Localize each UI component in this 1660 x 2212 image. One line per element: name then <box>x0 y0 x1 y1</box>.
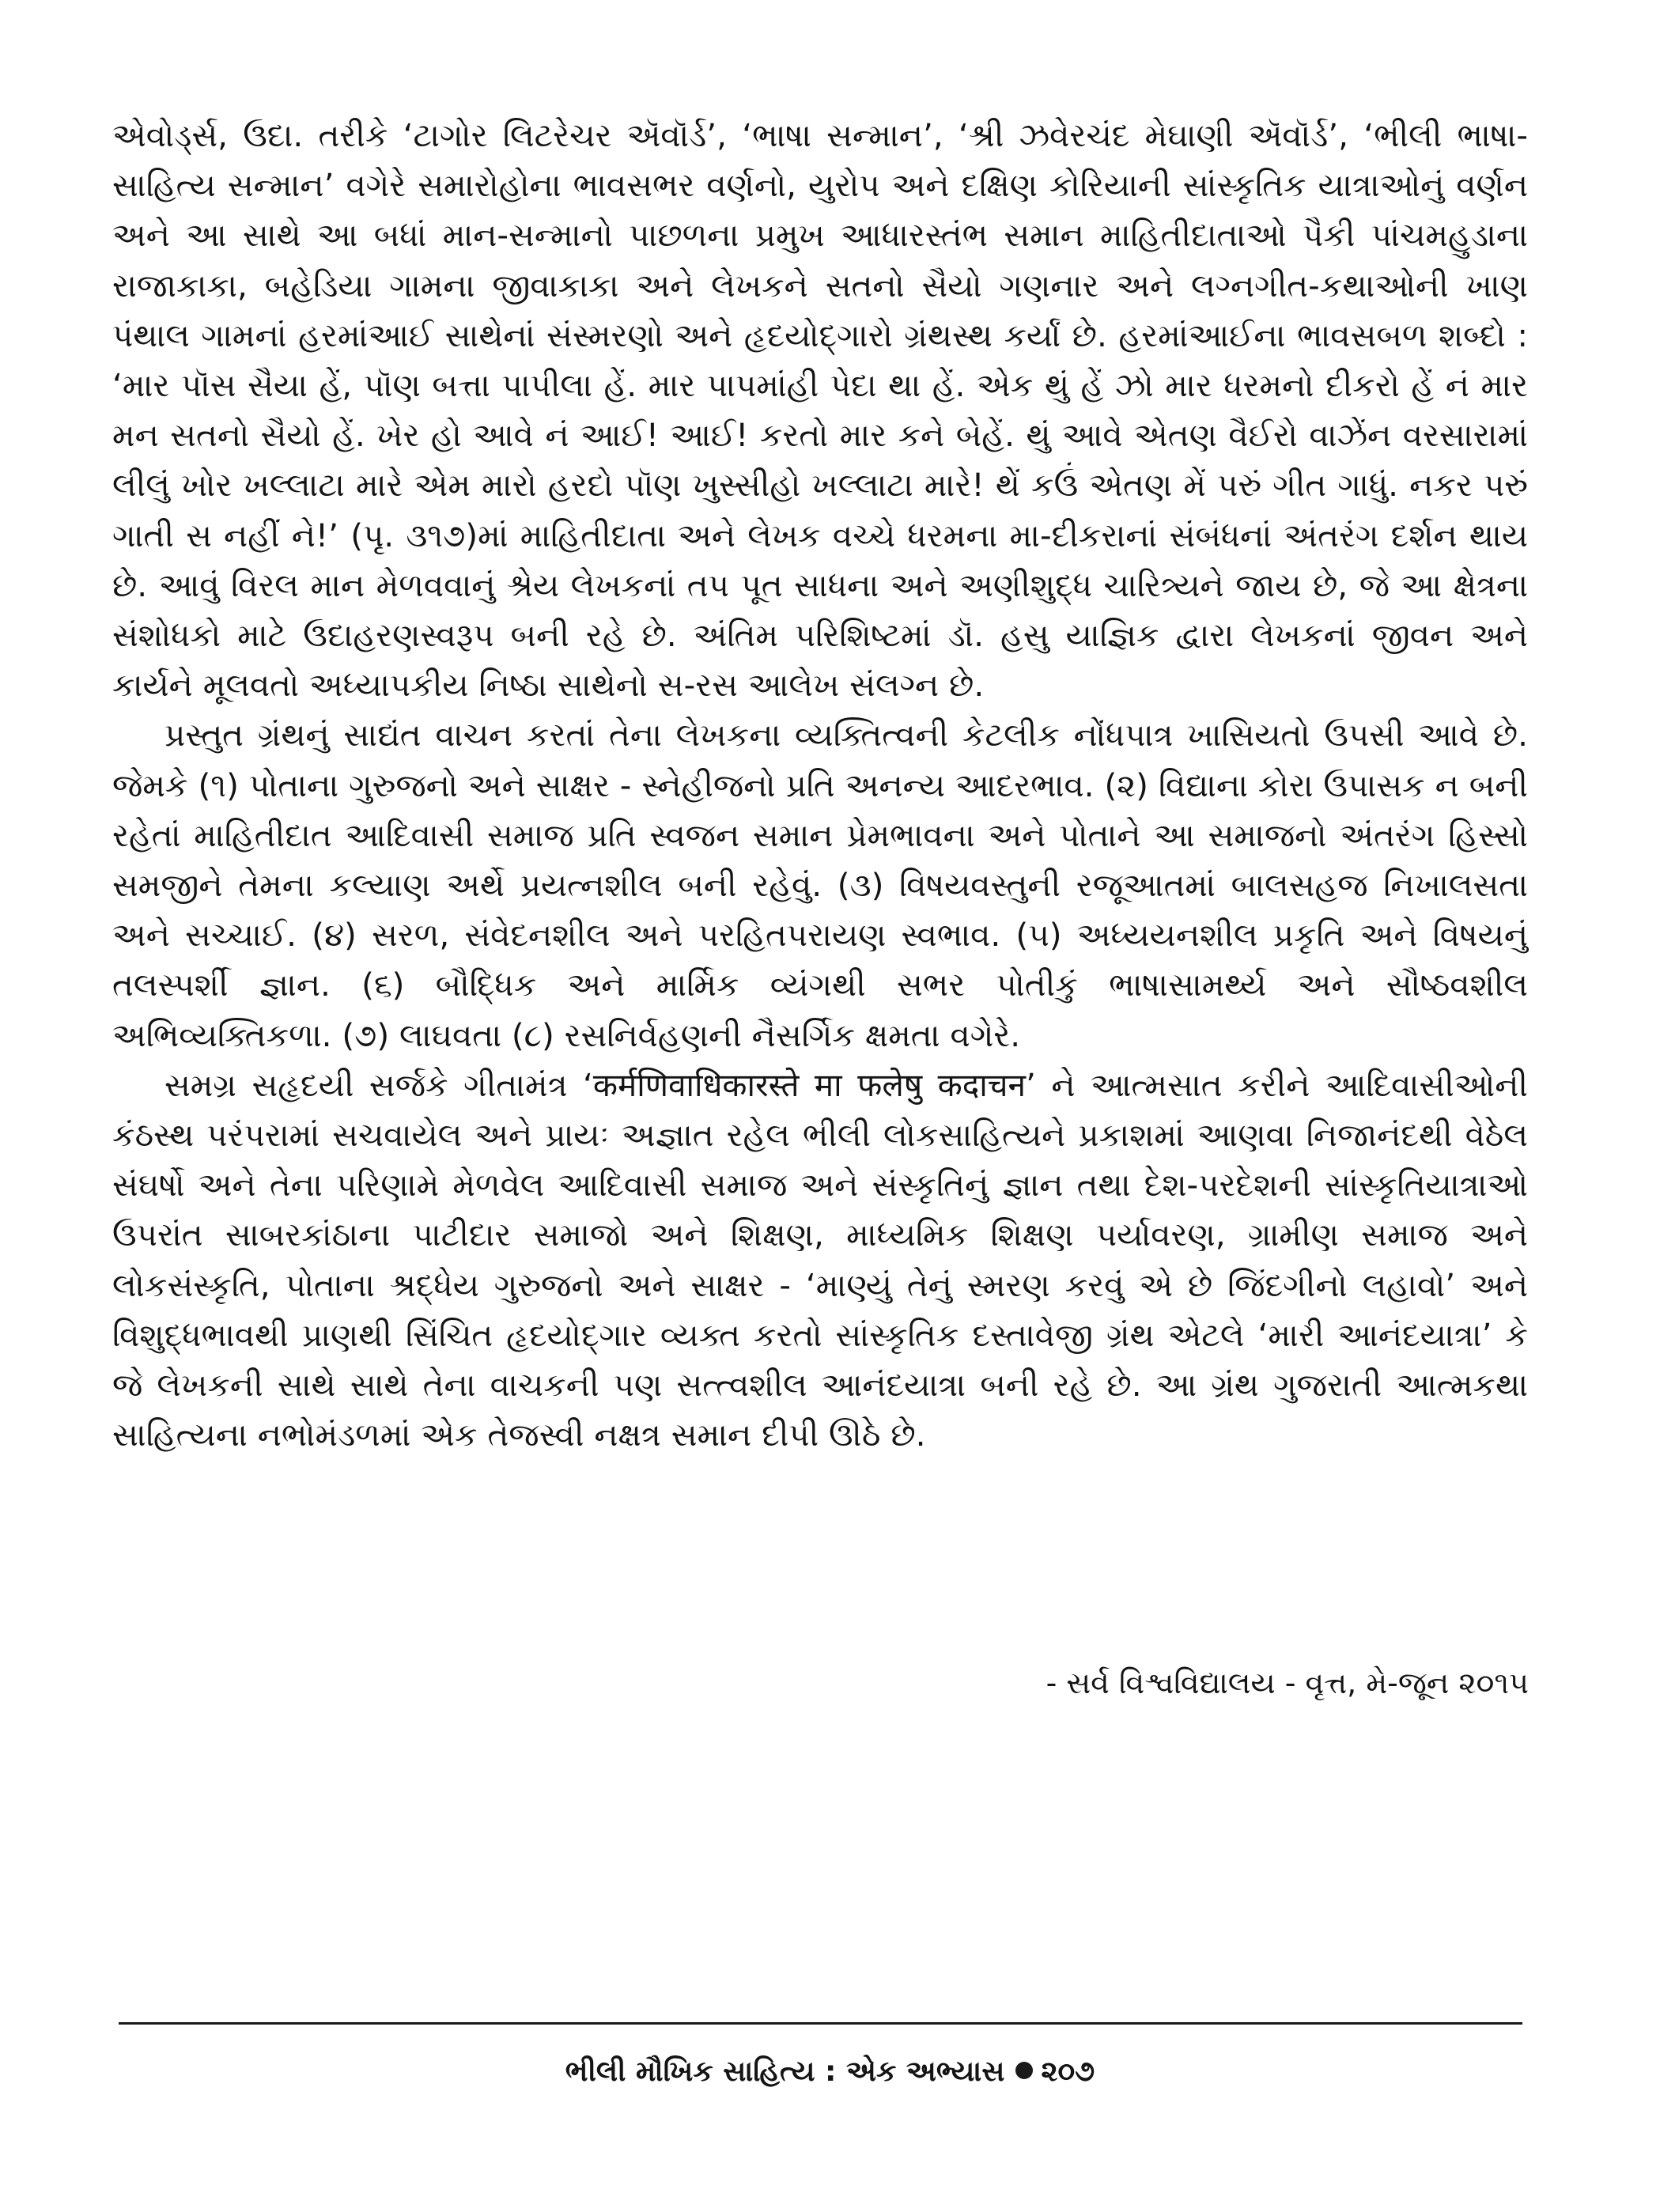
paragraph-2: પ્રસ્તુત ગ્રંથનું સાદ્યંત વાચન કરતાં તેના લેખકના વ્યક્તિત્વની કેટલીક નોંધપાત્ર ખાસિયતો ઉપસી આવે છે. જેમકે (૧) પોતાના ગુરુજનો અને સાક્ષર - સ્નેહીજનો પ્રતિ અનન્ય આદરભાવ. (૨) વિદ્યાના કોરા ઉપાસક ન બની રહેતાં માહિતીદાત આદિવાસી સમાજ પ્રતિ સ્વજન સમાન પ્રેમભાવના અને પોતાને આ સમાજનો અંતરંગ હિસ્સો સમજીને તેમના કલ્યાણ અર્થે પ્રયત્નશીલ બની રહેવું. (૩) વિષયવસ્તુની રજૂઆતમાં બાલસહજ નિખાલસતા અને સચ્ચાઈ. (૪) સરળ, સંવેદનશીલ અને પરહિતપરાયણ સ્વભાવ. (૫) અધ્યયનશીલ પ્રકૃતિ અને વિષયનું તલસ્પર્શી જ્ઞાન. (૬) બૌદ્ધિક અને માર્મિક વ્યંગથી સભર પોતીકું ભાષાસામર્થ્ય અને સૌષ્ઠવશીલ અભિવ્યક્તિકળા. (૭) લાઘવતા (૮) રસનિર્વહણની નૈસર્ગિક ક્ષમતા વગેરે. <box>112 716 1528 1054</box>
paragraph-1: એવોર્ડ્સ, ઉદા. તરીકે ‘ટાગોર લિટરેચર ઍવૉર્ડ’, ‘ભાષા સન્માન’, ‘શ્રી ઝવેરચંદ મેઘાણી ઍવૉર્ડ’, ‘ભીલી ભાષા-સાહિત્ય સન્માન’ વગેરે સમારોહોના ભાવસભર વર્ણનો, યુરોપ અને દક્ષિણ કોરિયાની સાંસ્કૃતિક યાત્રાઓનું વર્ણન અને આ સાથે આ બધાં માન-સન્માનો પાછળના પ્રમુખ આધારસ્તંભ સમાન માહિતીદાતાઓ પૈકી પાંચમહુડાના રાજાકાકા, બહેડિયા ગામના જીવાકાકા અને લેખકને સતનો સૈયો ગણનાર અને લગ્નગીત-કથાઓની ખાણ પંથાલ ગામનાં હરમાંઆઈ સાથેનાં સંસ્મરણો અને હૃદયોદ્ગારો ગ્રંથસ્થ કર્યાં છે. હરમાંઆઈના ભાવસબળ શબ્દો : ‘માર પૉસ સૈયા હેં, પૉણ બત્તા પાપીલા હેં. માર પાપમાંહી પેદા થા હેં. એક થું હેં ઝો માર ધરમનો દીકરો હેં નં માર મન સતનો સૈયો હેં. ખેર હો આવે નં આઈ! આઈ! કરતો માર કને બેહેં. થું આવે એતણ વૈઈરો વાઝેંન વરસારામાં લીલું ખોર ખલ્લાટા મારે એમ મારો હરદો પૉણ ખુસ્સીહો ખલ્લાટા મારે! થેં કઉં એતણ મેં પરું ગીત ગાધું. નકર પરું ગાતી સ નહીં ને!’ (પૃ. ૩૧૭)માં માહિતીદાતા અને લેખક વચ્ચે ધરમના મા-દીકરાનાં સંબંધનાં અંતરંગ દર્શન થાય છે. આવું વિરલ માન મેળવવાનું શ્રેય લેખકનાં તપ પૂત સાધના અને અણીશુદ્ધ ચારિત્ર્યને જાય છે, જે આ ક્ષેત્રના સંશોધકો માટે ઉદાહરણસ્વરૂપ બની રહે છે. અંતિમ પરિશિષ્ટમાં ડૉ. હસુ યાજ્ઞિક દ્વારા લેખકનાં જીવન અને કાર્યને મૂલવતો અધ્યાપકીય નિષ્ઠા સાથેનો સ-રસ આલેખ સંલગ્ન છે. <box>112 116 1528 705</box>
bullet-icon <box>1015 2062 1033 2079</box>
page-footer <box>0 2050 1660 2094</box>
page-number: ૨૦૭ <box>1041 2055 1095 2088</box>
source-citation: - સર્વ વિશ્વવિદ્યાલય - વૃત્ત, મે-જૂન ૨૦૧૫ <box>1046 1666 1529 1700</box>
paragraph-3: સમગ્ર સહૃદયી સર્જકે ગીતામંત્ર ‘कर्मणिवाधिकारस्ते मा फलेषु कदाचन’ ને આત્મસાત કરીને આદિવાસીઓની કંઠસ્થ પરંપરામાં સચવાયેલ અને પ્રાયઃ અજ્ઞાત રહેલ ભીલી લોકસાહિત્યને પ્રકાશમાં આણવા નિજાનંદથી વેઠેલ સંઘર્ષો અને તેના પરિણામે મેળવેલ આદિવાસી સમાજ અને સંસ્કૃતિનું જ્ઞાન તથા દેશ-પરદેશની સાંસ્કૃતિયાત્રાઓ ઉપરાંત સાબરકાંઠાના પાટીદાર સમાજો અને શિક્ષણ, માધ્યમિક શિક્ષણ પર્યાવરણ, ગ્રામીણ સમાજ અને લોકસંસ્કૃતિ, પોતાના શ્રદ્ધેય ગુરુજનો અને સાક્ષર - ‘માણ્યું તેનું સ્મરણ કરવું એ છે જિંદગીનો લહાવો’ અને વિશુદ્ધભાવથી પ્રાણથી સિંચિત હૃદયોદ્ગાર વ્યક્ત કરતો સાંસ્કૃતિક દસ્તાવેજી ગ્રંથ એટલે ‘મારી આનંદયાત્રા’ કે જે લેખકની સાથે સાથે તેના વાચકની પણ સત્ત્વશીલ આનંદયાત્રા બની રહે છે. આ ગ્રંથ ગુજરાતી આત્મકથા સાહિત્યના નભોમંડળમાં એક તેજસ્વી નક્ષત્ર સમાન દીપી ઊઠે છે. <box>112 1065 1528 1454</box>
footer-book-title: ભીલી મૌખિક સાહિત્ય : એક અભ્યાસ <box>565 2055 1005 2088</box>
article-body <box>112 111 1528 1460</box>
footer-divider <box>119 2022 1522 2025</box>
